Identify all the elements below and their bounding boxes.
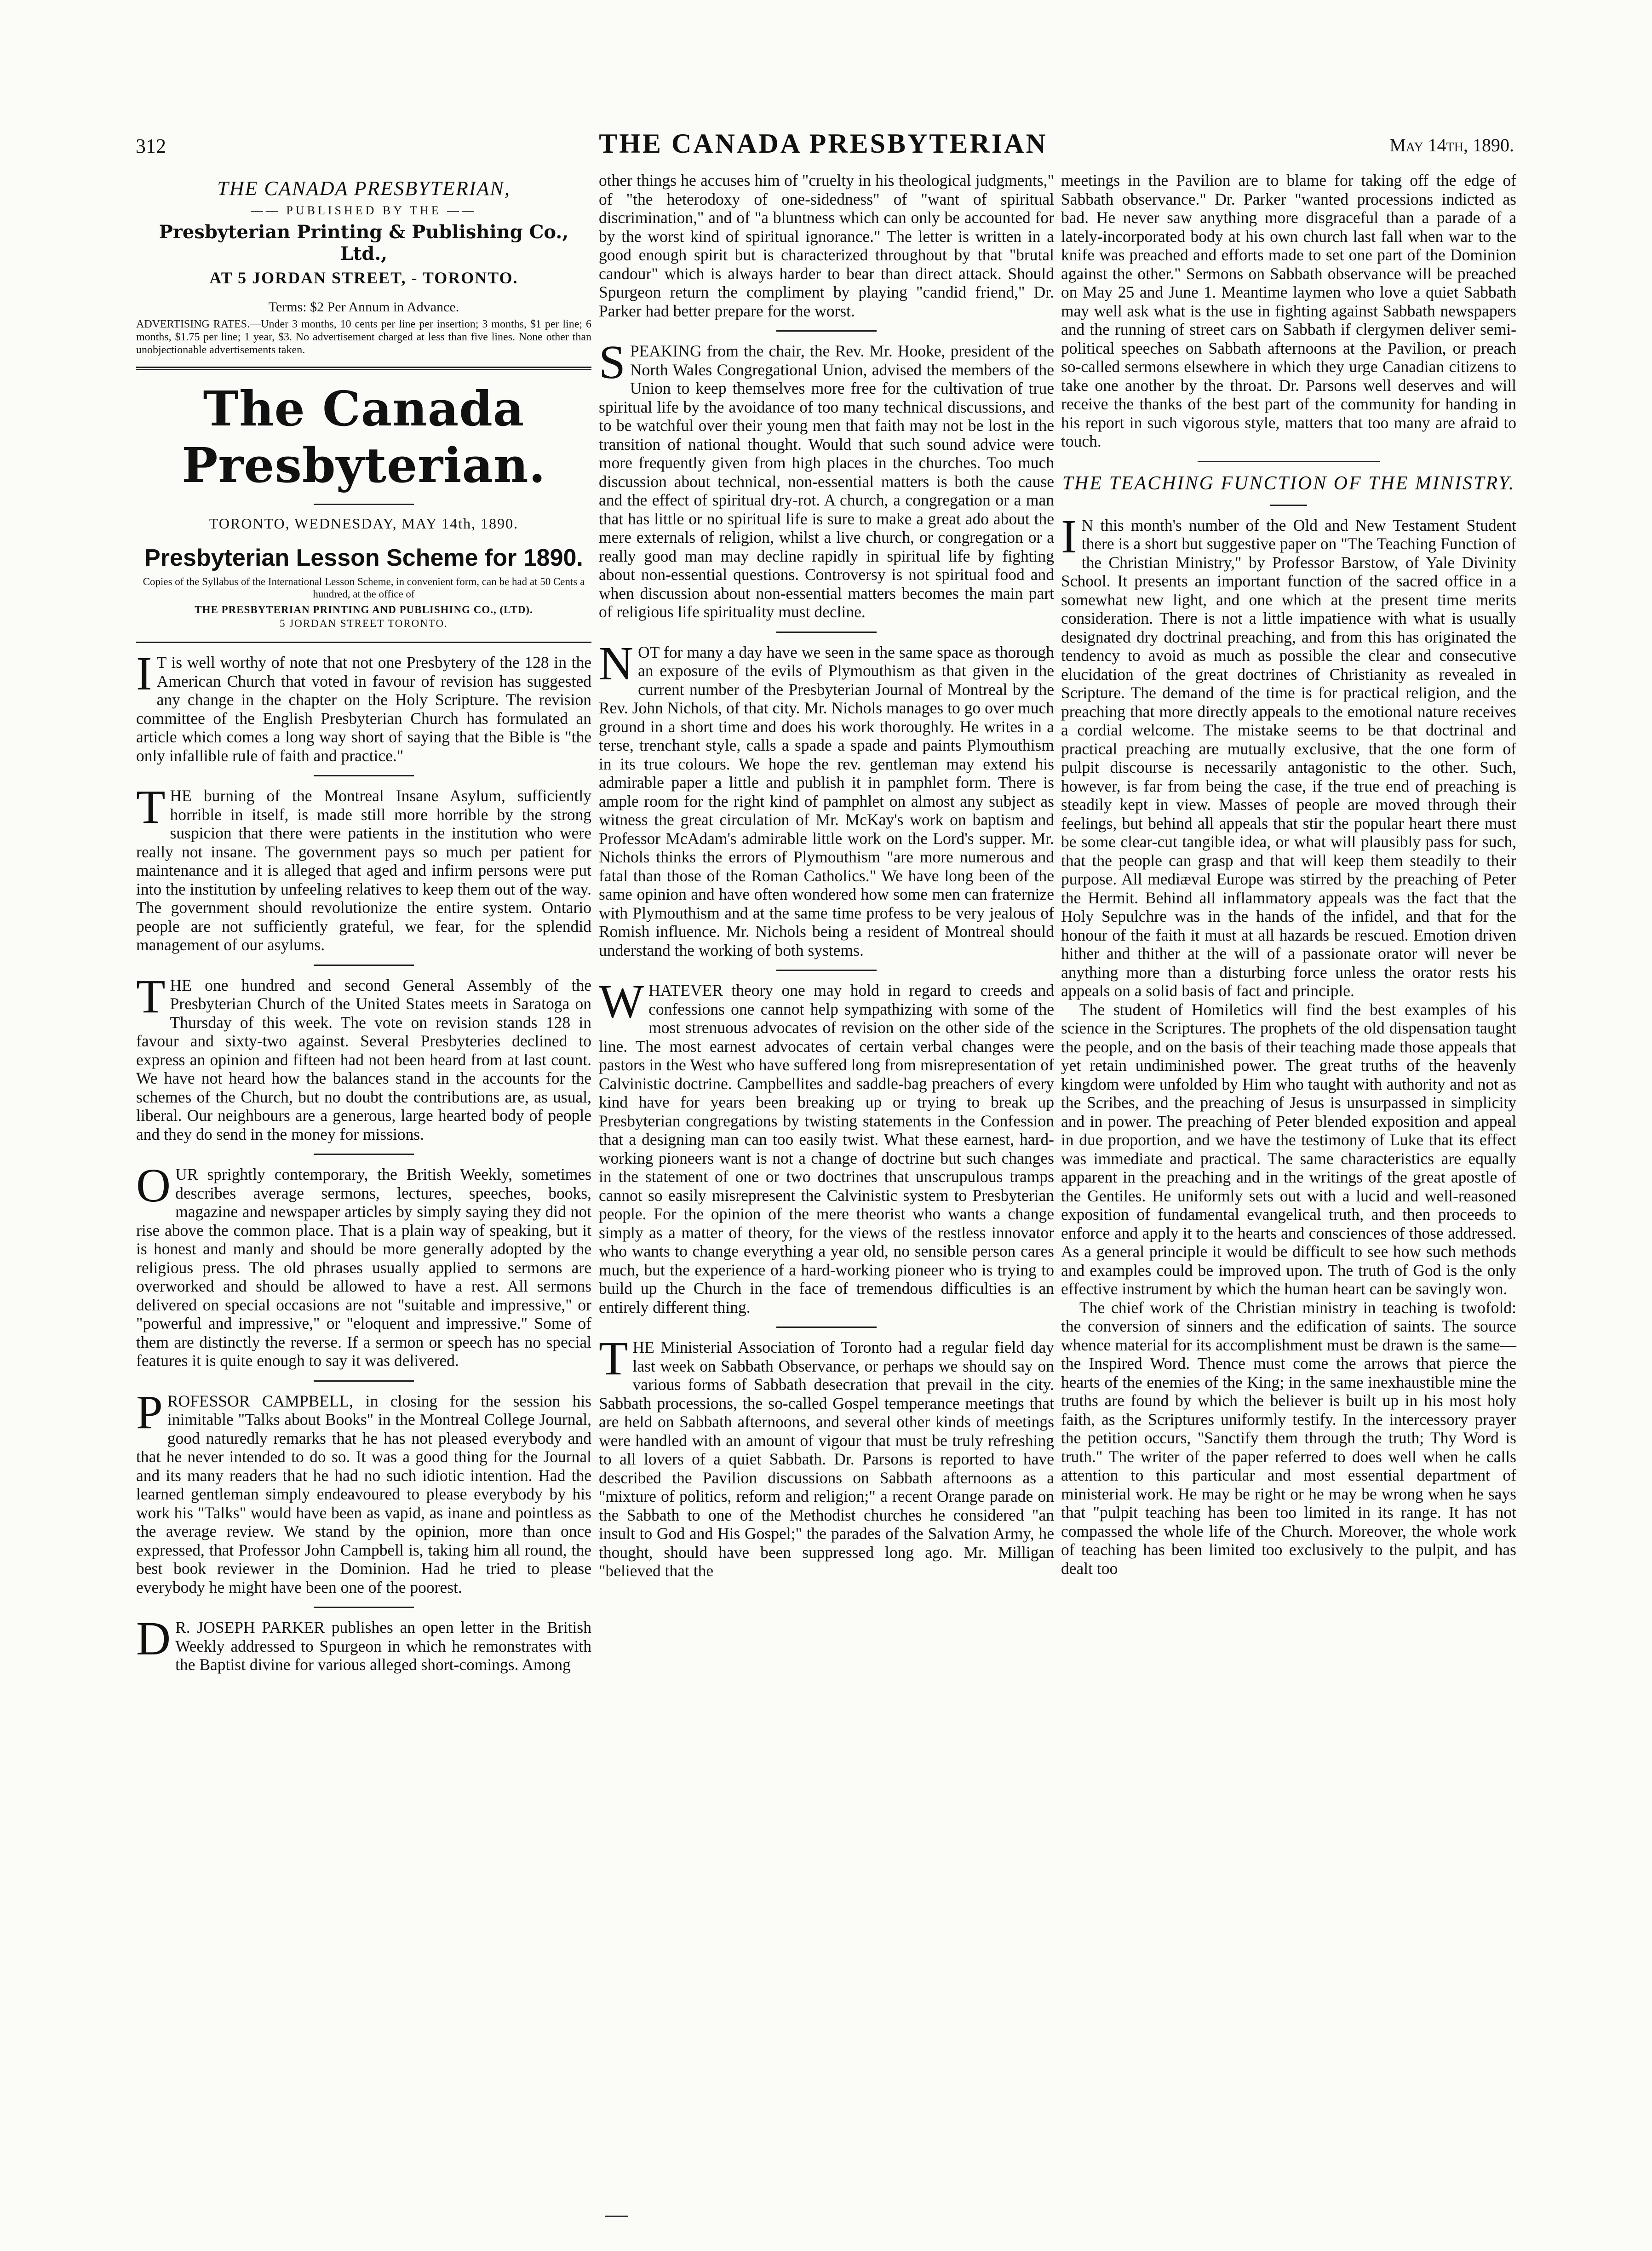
advertising-rates: ADVERTISING RATES.—Under 3 months, 10 cents per line per insertion; 3 months, $1 per line; 6 months, $1.75 per line; 1 year, $3. No advertisement charged at less than five lines. None other than unobjectionable advertisements taken. bbox=[136, 318, 591, 356]
drop-cap: N bbox=[599, 637, 634, 690]
article-text: UR sprightly contemporary, the British Weekly, sometimes describes average sermons, lectures, speeches, books, magazine and newspaper articles by simply saying they did not rise above the common place. That is a plain way of speaking, but it is honest and manly and should be more generally adopted by the religious press. The old phrases usually applied to sermons are overworked and should be allowed to have a rest. All sermons delivered on special occasions are not "suitable and impressive," or "powerful and impressive," or "eloquent and impressive." Some of them are distinctly the reverse. If a sermon or speech has no special features it is quite enough to say it was delivered. bbox=[136, 1165, 591, 1370]
running-title: THE CANADA PRESBYTERIAN bbox=[599, 128, 1048, 159]
article-text: OT for many a day have we seen in the same space as thorough an exposure of the evils of Plymouthism as that given in the current number of the Presbyterian Journal of Montreal by the Rev. John Nichols, of that city. Mr. Nichols manages to go over much ground in a short time and does his work thoroughly. He writes in a terse, trenchant style, calls a spade a spade and paints Plymouthism in its true colours. We hope the rev. gentleman may extend his admirable paper a little and publish it in pamphlet form. There is ample room for the right kind of pamphlet on almost any subject as witness the great circulation of Mr. McKay's work on baptism and Professor McAdam's admirable little work on the Lord's supper. Mr. Nichols thinks the errors of Plymouthism "are more numerous and fatal than those of the Roman Catholics." We have long been of the same opinion and have often wondered how some men can fraternize with Plymouthism and at the same time profess to be very jealous of Romish influence. Mr. Nichols being a resident of Montreal should understand the working of both systems. bbox=[599, 643, 1054, 959]
drop-cap: W bbox=[599, 975, 644, 1028]
dateline: TORONTO, WEDNESDAY, MAY 14th, 1890. bbox=[209, 515, 519, 532]
article-text: PEAKING from the chair, the Rev. Mr. Hooke, president of the North Wales Congregational Union, advised the members of the Union to keep themselves more free for the cultivation of true spiritual life by the avoidance of too many technical discussions, and to be watchful over their young men that faith may not be lost in the transition of national thought. Would that such sound advice were more frequently given from high places in the churches. Too much discussion about technical, non-essential matters is both the cause and the effect of spiritual dry-rot. A church, a congregation or a man that has little or no spiritual life is sure to make a great ado about the mere externals of religion, whilst a live church, or congregation or a really good man may decline rapidly in spiritual life by fighting about non-essential questions. Controversy is not spiritual food and when discussion about non-essential matters becomes the main part of religious life spirituality must decline. bbox=[599, 342, 1054, 621]
article-asylum-paragraph bbox=[136, 781, 591, 954]
drop-cap: S bbox=[599, 336, 625, 389]
article-ministerial-continued: meetings in the Pavilion are to blame for taking off the edge of Sabbath observance." Dr. Parker "wanted processions indicted as bad. He never saw anything more disgraceful than a parade of a lately-incorporated body at his own church last fall when war to the knife was preached and efforts made to set one part of the Dominion against the other." Sermons on Sabbath observance will be preached on May 25 and June 1. Meantime laymen who love a quiet Sabbath may well ask what is the use in fighting against Sabbath newspapers and the running of street cars on Sabbath if clergymen deliver semi-political speeches on Sabbath afternoons at the Pavilion, or preach so-called sermons elsewhere in which they urge Canadian citizens to take one another by the throat. Dr. Parsons well deserves and will receive the thanks of the best part of the community for handing in his report in such vigorous style, matters that too many are afraid to touch. bbox=[1061, 171, 1516, 450]
divider-rule bbox=[314, 1154, 414, 1155]
drop-cap: T bbox=[136, 970, 166, 1023]
lesson-scheme-heading: Presbyterian Lesson Scheme for 1890. bbox=[144, 545, 583, 571]
divider-rule bbox=[776, 970, 877, 971]
article-hooke-paragraph bbox=[599, 336, 1054, 621]
drop-cap: I bbox=[136, 647, 152, 700]
article-text: HE one hundred and second General Assembly of the Presbyterian Church of the United States meets in Saratoga on Thursday of this week. The vote on revision stands 128 in favour and sixty-two against. Several Presbyteries declined to express an opinion and fifteen had not been heard from at last count. We have not heard how the balances stand in the accounts for the schemes of the Church, but no doubt the contributions are, as usual, liberal. Our neighbours are a generous, large hearted body of people and they do send in the money for missions. bbox=[136, 976, 591, 1143]
masthead-address: AT 5 JORDAN STREET, - TORONTO. bbox=[209, 269, 518, 287]
divider-rule bbox=[314, 1380, 414, 1382]
divider-rule bbox=[1198, 461, 1380, 462]
lesson-scheme-company: THE PRESBYTERIAN PRINTING AND PUBLISHING CO., (LTD). bbox=[195, 604, 533, 615]
footer-mark bbox=[605, 2216, 628, 2217]
article-creeds-paragraph bbox=[599, 975, 1054, 1316]
lesson-scheme-copies: Copies of the Syllabus of the International Lesson Scheme, in convenient form, can be had at 50 Cents a hundred, at the office of bbox=[143, 576, 585, 600]
article-text: HATEVER theory one may hold in regard to creeds and confessions one cannot help sympathizing with some of the most strenuous advocates of revision on the other side of the line. The most earnest advocates of certain verbal changes were pastors in the West who have suffered long from misrepresentation of Calvinistic doctrine. Campbellites and saddle-bag preachers of every kind have for years been breaking up or trying to break up Presbyterian congregations by twisting statements in the Confession that a designing man can too easily twist. What these earnest, hard-working pioneers want is not a change of doctrine but such changes in the statement of one or two doctrines that unscrupulous tramps cannot so easily misrepresent the Calvinistic system to Presbyterian people. For the opinion of the mere theorist who wants a change simply as a matter of theory, for the views of the restless innovator who wants to change everything a year old, no sensible person cares much, but the experience of a hard-working pioneer who is trying to build up the Church in the face of tremendous difficulties is an entirely different thing. bbox=[599, 981, 1054, 1316]
article-teaching-paragraph-2: The student of Homiletics will find the best examples of his science in the Scriptures. The prophets of the old dispensation taught the people, and on the basis of their teaching made those appeals that yet retain undiminished power. The great truths of the heavenly kingdom were unfolded by Him who taught with authority and not as the Scribes, and the preaching of Jesus is unsurpassed in simplicity and in power. The preaching of Peter blended exposition and appeal in due proportion, and we have the testimony of Luke that its effect was immediate and practical. The same characteristics are equally apparent in the preaching and in the writings of the great apostle of the Gentiles. He uniformly sets out with a lucid and well-reasoned exposition of fundamental evangelical truth, and then proceeds to enforce and apply it to the hearts and consciences of those addressed. As a general principle it would be difficult to see how such methods and examples could be improved upon. The truth of God is the only effective instrument by which the human heart can be savingly won. bbox=[1061, 1000, 1516, 1298]
article-parker-continued: other things he accuses him of "cruelty in his theological judgments," of "the heterodoxy of one-sidedness" of "want of spiritual discrimination," and of "a bluntness which can only be accounted for by the worst kind of spiritual ignorance." The letter is written in a good enough spirit but is characterized throughout by that "brutal candour" which is always harder to bear than direct attack. Should Spurgeon return the compliment by playing "candid friend," Dr. Parker had better prepare for the worst. bbox=[599, 171, 1054, 320]
article-teaching-paragraph-3: The chief work of the Christian ministry in teaching is twofold: the conversion of sinners and the edification of saints. The source whence material for its accomplishment must be drawn is the same—the Inspired Word. Thence must come the arrows that pierce the hearts of the enemies of the King; in the same inexhaustible mine the truths are found by which the believer is built up in his most holy faith, as the Scriptures uniformly testify. In the intercessory prayer the petition occurs, "Sanctify them through the truth; Thy Word is truth." The writer of the paper referred to does well when he calls attention to this particular and most essential department of ministerial work. He may be right or he may be wrong when he says that "pulpit teaching has been too limited in its range. It has not compassed the whole life of the Church. Moreover, the whole work of teaching has been limited too exclusively to the pulpit, and has dealt too bbox=[1061, 1298, 1516, 1578]
article-plymouthism-paragraph bbox=[599, 637, 1054, 960]
section-rule bbox=[136, 642, 591, 643]
lesson-scheme-street: 5 JORDAN STREET TORONTO. bbox=[280, 618, 448, 629]
column-2 bbox=[599, 171, 1054, 1580]
title-rule bbox=[314, 504, 414, 505]
article-assembly-paragraph bbox=[136, 970, 591, 1144]
drop-cap: D bbox=[136, 1612, 171, 1665]
drop-cap: T bbox=[136, 781, 166, 833]
article-campbell-paragraph bbox=[136, 1385, 591, 1597]
drop-cap: O bbox=[136, 1159, 171, 1212]
divider-rule bbox=[314, 1607, 414, 1608]
drop-cap: T bbox=[599, 1332, 628, 1385]
article-text: HE Ministerial Association of Toronto had a regular field day last week on Sabbath Observance, or perhaps we should say on various forms of Sabbath desecration that prevail in the city. Sabbath processions, the so-called Gospel temperance meetings that are held on Sabbath afternoons, and several other kinds of meetings were handled with an amount of vigour that must be truly refreshing to all lovers of a quiet Sabbath. Dr. Parsons is reported to have described the Pavilion discussions on Sabbath afternoons as a "mixture of politics, reform and religion;" a recent Orange parade on the Sabbath to one of the Methodist churches he considered "an insult to God and His Gospel;" the parades of the Salvation Army, he thought, should have been suppressed long ago. Mr. Milligan "believed that the bbox=[599, 1338, 1054, 1580]
divider-rule bbox=[776, 632, 877, 633]
column-1 bbox=[136, 171, 591, 1674]
subscription-terms: Terms: $2 Per Annum in Advance. bbox=[268, 299, 459, 315]
article-text: ROFESSOR CAMPBELL, in closing for the session his inimitable "Talks about Books" in the Montreal College Journal, good naturedly remarks that he has not pleased everybody and that he never intended to do so. It was a good thing for the Journal and its many readers that he had no such idiotic intention. Had the learned gentleman simply endeavoured to please everybody by his work his "Talks" would have been as vapid, as inane and pointless as the average review. We stand by the opinion, more than once expressed, that Professor John Campbell is, taking him all round, the best book reviewer in the Dominion. Had he tried to please everybody he might have been one of the poorest. bbox=[136, 1391, 591, 1596]
masthead-title: THE CANADA PRESBYTERIAN, bbox=[217, 177, 511, 200]
drop-cap: I bbox=[1061, 510, 1077, 563]
issue-date: May 14th, 1890. bbox=[1389, 135, 1514, 155]
section-title-teaching-function: THE TEACHING FUNCTION OF THE MINISTRY. bbox=[1062, 472, 1515, 494]
article-ministerial-paragraph bbox=[599, 1332, 1054, 1580]
article-text: N this month's number of the Old and New Testament Student there is a short but suggestive paper on "The Teaching Function of the Christian Ministry," by Professor Barstow, of Yale Divinity School. It presents an important function of the sacred office in a somewhat new light, and one which at the present time merits consideration. There is not a little impatience with what is usually designated dry doctrinal preaching, and from this has originated the tendency to avoid as much as possible the clear and consecutive elucidation of the great doctrines of Christianity as revealed in Scripture. The demand of the time is for practical religion, and the preaching that more directly appeals to the emotional nature receives a cordial welcome. The mistake seems to be that doctrinal and practical preaching are mutually exclusive, that the one form of pulpit discourse is necessarily antagonistic to the other. Such, however, is far from being the case, if the true end of preaching is steadily kept in view. Masses of people are moved through their feelings, but behind all appeals that stir the popular heart there must be some clear-cut tangible idea, or what will plausibly pass for such, that the people can grasp and that will keep them steadily to their purpose. All mediæval Europe was stirred by the preaching of Peter the Hermit. Behind all inflammatory appeals was the fact that the Holy Sepulchre was in the hands of the infidel, and that for the honour of the faith it must at all hazards be rescued. Emotion driven hither and thither at the will of a passionate orator will never be anything more than a disturbing force unless the orator rests his appeals on a solid basis of fact and principle. bbox=[1061, 516, 1516, 1000]
page-number: 312 bbox=[136, 135, 166, 157]
divider-rule bbox=[314, 775, 414, 776]
masthead-published-by: —— PUBLISHED BY THE —— bbox=[251, 204, 477, 217]
article-text: HE burning of the Montreal Insane Asylum, sufficiently horrible in itself, is made still more horrible by the strong suspicion that there were patients in the institution who were really not insane. The government pays so much per patient for maintenance and it is alleged that aged and infirm persons were put into the institution by unfeeling relatives to keep them out of the way. The government should revolutionize the entire system. Ontario people are not sufficiently grateful, we fear, for the splendid management of our asylums. bbox=[136, 787, 591, 954]
article-teaching-paragraph-1 bbox=[1061, 510, 1516, 1000]
drop-cap: P bbox=[136, 1385, 163, 1439]
masthead-company: Presbyterian Printing & Publishing Co., Ltd., bbox=[159, 221, 569, 264]
divider-rule bbox=[314, 965, 414, 966]
divider-rule bbox=[776, 1326, 877, 1328]
column-3 bbox=[1061, 171, 1516, 1578]
article-revision-paragraph bbox=[136, 647, 591, 765]
divider-rule bbox=[776, 330, 877, 332]
article-sermons-paragraph bbox=[136, 1159, 591, 1370]
article-parker-paragraph bbox=[136, 1612, 591, 1674]
article-text: R. JOSEPH PARKER publishes an open letter in the British Weekly addressed to Spurgeon in which he remonstrates with the Baptist divine for various alleged short-comings. Among bbox=[175, 1618, 591, 1674]
blackletter-title: The Canada Presbyterian. bbox=[182, 380, 546, 494]
masthead-rule bbox=[136, 367, 591, 370]
title-rule bbox=[1270, 505, 1307, 506]
article-text: T is well worthy of note that not one Presbytery of the 128 in the American Church that voted in favour of revision has suggested any change in the chapter on the Holy Scripture. The revision committee of the English Presbyterian Church has formulated an article which comes a long way short of saying that the Bible is "the only infallible rule of faith and practice." bbox=[136, 653, 591, 765]
